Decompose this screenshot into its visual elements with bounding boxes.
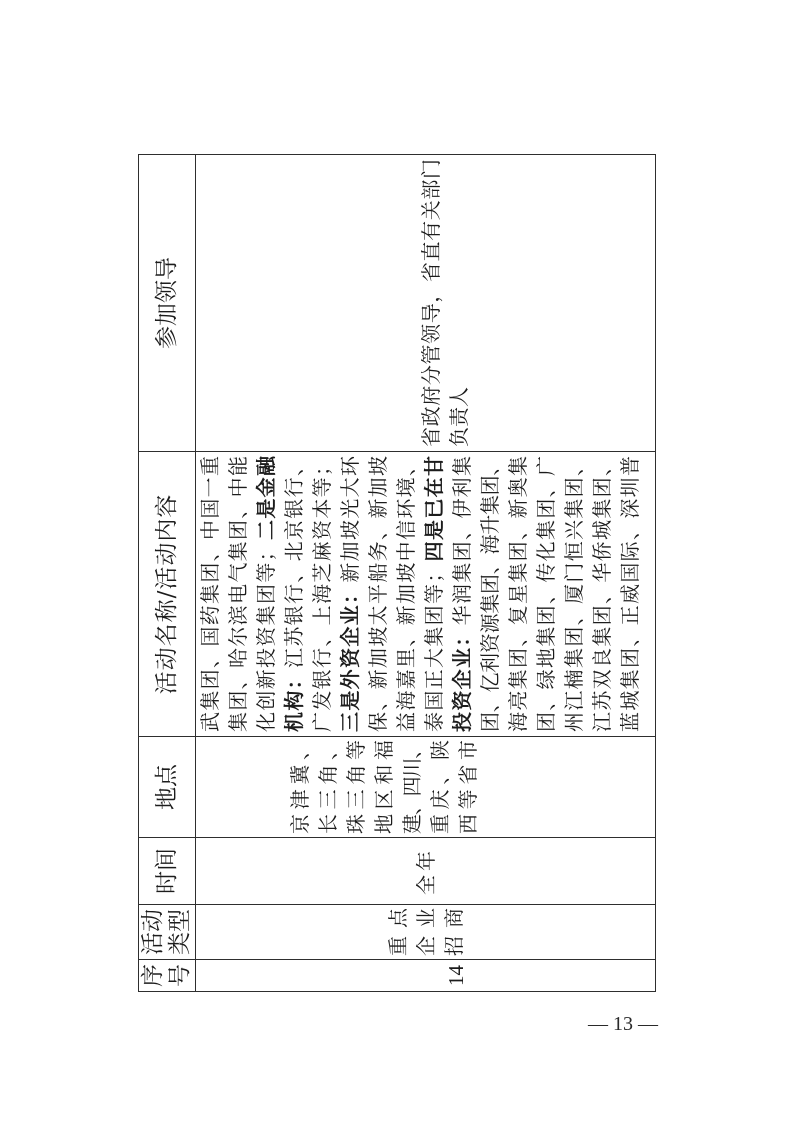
text-segment: 武集团、国药集团、中国一重: [198, 456, 222, 732]
row-number: 14: [443, 965, 468, 986]
cell-time: [196, 838, 656, 905]
activity-content-line: [532, 456, 560, 732]
header-seq: [139, 960, 196, 992]
location-line: 珠三角等: [343, 740, 368, 834]
text-segment: 保、新加坡太平船务、新加坡: [366, 456, 390, 732]
text-segment: 江苏双良集团、华侨城集团、: [590, 456, 614, 732]
location-line: 地区和福: [371, 740, 396, 834]
activity-content-line: [224, 456, 252, 732]
cell-seq: [196, 960, 656, 992]
header-activity-type: [139, 905, 196, 960]
header-activity-content: 活动名称/活动内容: [139, 452, 196, 737]
text-segment: 华润集团、伊利集: [450, 455, 474, 626]
location-line: 建、四川、: [399, 740, 424, 834]
text-segment: 江苏银行、北京银行、: [282, 456, 306, 668]
activity-content-line: [504, 456, 532, 732]
leaders-lines: [417, 159, 473, 447]
text-segment: 州江楠集团、厦门恒兴集团、: [562, 456, 586, 732]
table-header-row: [139, 155, 196, 992]
bold-text-segment: 四是已在甘: [422, 455, 446, 563]
activity-content-lines: [196, 456, 644, 732]
activity-type-line: 招商: [441, 908, 466, 956]
text-segment: 蓝城集团、正威国际、深圳普: [618, 456, 642, 732]
text-segment: 新加坡光大环: [338, 455, 362, 583]
activity-content-line: [252, 456, 280, 732]
cell-leaders: [196, 155, 656, 452]
leaders-line: 负责人: [446, 387, 471, 447]
cell-location: [196, 737, 656, 838]
location-line: 长三角、: [315, 740, 340, 834]
header-activity-type-line: 活动: [140, 909, 166, 955]
bold-text-segment: 三是外资企业：: [338, 582, 362, 732]
location-line: 京津冀、: [287, 740, 312, 834]
text-segment: 海亮集团、复星集团、新奥集: [506, 456, 530, 732]
activity-content-line: [448, 456, 476, 732]
header-activity-type-lines: [140, 905, 194, 959]
location-line: 重庆、陕: [427, 740, 452, 834]
activity-type-lines: [384, 908, 468, 956]
activity-content-line: [560, 456, 588, 732]
header-leaders: 参加领导: [139, 155, 196, 452]
activity-content-line: [308, 456, 336, 732]
text-segment: 化创新投资集团等；: [254, 541, 278, 732]
header-seq-line: 号: [167, 964, 193, 987]
activity-content-line: [588, 456, 616, 732]
text-segment: 益海嘉里、新加坡中信环境、: [394, 456, 418, 732]
leaders-line: 省政府分管领导，省直有关部门: [418, 159, 443, 447]
header-activity-type-line: 类型: [167, 909, 193, 955]
bold-text-segment: 二是金融: [254, 455, 278, 542]
bold-text-segment: 投资企业：: [450, 625, 474, 732]
activity-content-line: [280, 456, 308, 732]
activity-table: [138, 154, 656, 992]
cell-activity-content: [196, 452, 656, 737]
activity-content-line: [476, 456, 504, 732]
header-time: 时间: [139, 838, 196, 905]
table-row: [196, 155, 656, 992]
text-segment: 泰国正大集团等；: [422, 562, 446, 732]
header-seq-lines: [140, 960, 194, 991]
text-segment: 集团、哈尔滨电气集团、中能: [226, 456, 250, 732]
activity-content-line: [392, 456, 420, 732]
bold-text-segment: 机构：: [282, 668, 306, 732]
location-line: 西等省市: [455, 740, 480, 834]
time-value: 全年: [413, 847, 438, 895]
text-segment: 团、亿利资源集团、海升集团、: [478, 456, 502, 732]
header-location: 地点: [139, 737, 196, 838]
location-lines: [286, 740, 482, 834]
activity-content-line: [420, 456, 448, 732]
text-segment: 团、绿地集团、传化集团、广: [534, 456, 558, 732]
activity-type-line: 重点: [385, 908, 410, 956]
activity-content-line: [336, 456, 364, 732]
text-segment: 广发银行、上海芝麻资本等；: [310, 456, 334, 732]
cell-activity-type: [196, 905, 656, 960]
activity-content-line: [616, 456, 644, 732]
rotated-table-sheet: [138, 155, 655, 992]
header-seq-line: 序: [140, 964, 166, 987]
activity-type-line: 企业: [413, 908, 438, 956]
activity-content-line: [364, 456, 392, 732]
activity-content-line: [196, 456, 224, 732]
page-number: — 13 —: [588, 1013, 658, 1035]
